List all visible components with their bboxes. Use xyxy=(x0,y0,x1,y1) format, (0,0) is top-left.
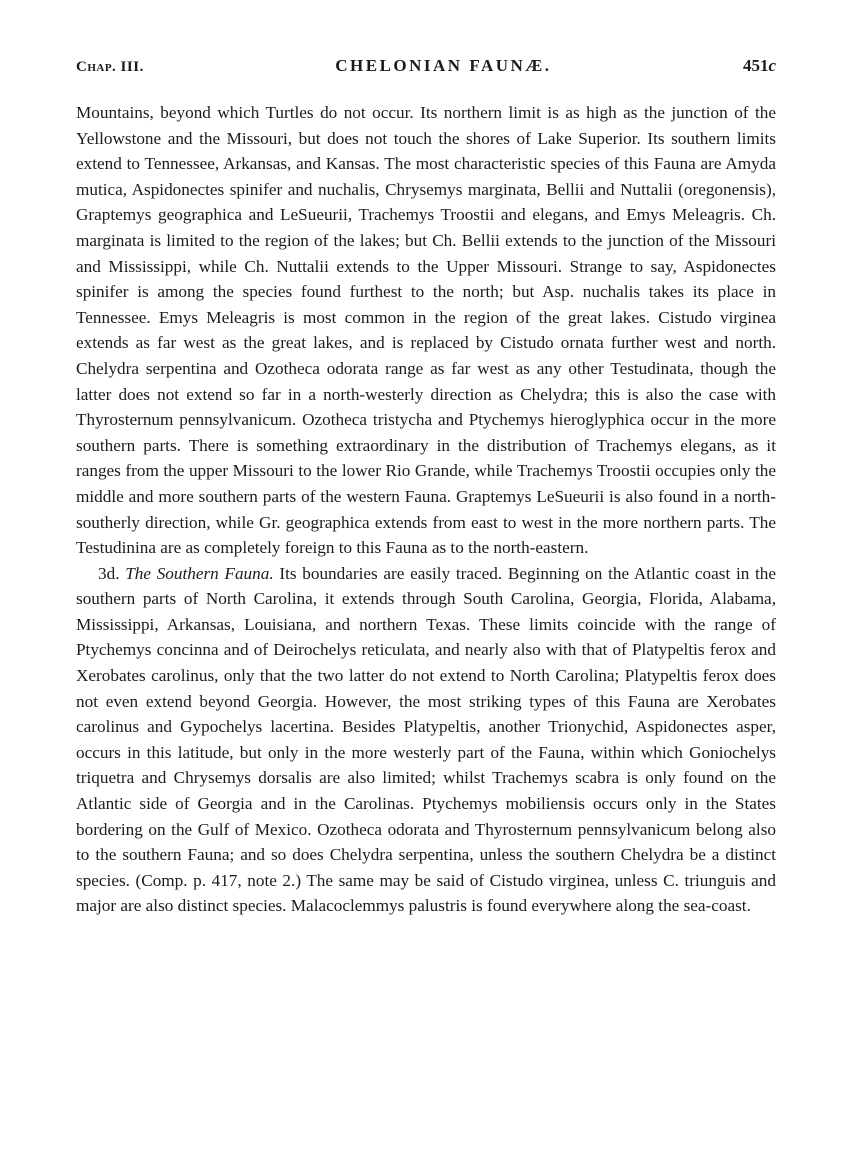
paragraph-southern-fauna xyxy=(76,561,776,919)
chapter-label: Chap. III. xyxy=(76,59,144,75)
section-title: The Southern Fauna. xyxy=(125,563,274,583)
section-body-text: Its boundaries are easily traced. Beginning on the Atlantic coast in the southern parts of North Carolina, it extends through South Carolina, Georgia, Florida, Alabama, Mississippi, Arkansas, Louisiana, and northern Texas. These limits coincide with the range of Ptychemys concinna and of Deirochelys reticulata, and nearly also with that of Platypeltis ferox and Xerobates carolinus, only that the two latter do not extend to North Carolina; Platypeltis ferox does not even extend beyond Georgia. However, the most striking types of this Fauna are Xerobates carolinus and Gypochelys lacertina. Besides Platypeltis, another Trionychid, Aspidonectes asper, occurs in this latitude, but only in the more westerly part of the Fauna, within which Goniochelys triquetra and Chrysemys dorsalis are also limited; whilst Trachemys scabra is only found on the Atlantic side of Georgia and in the Carolinas. Ptychemys mobiliensis occurs only in the States bordering on the Gulf of Mexico. Ozotheca odorata and Thyrosternum pennsylvanicum belong also to the southern Fauna; and so does Chelydra serpentina, unless the southern Chelydra be a distinct species. (Comp. p. 417, note 2.) The same may be said of Cistudo virginea, unless C. triunguis and major are also distinct species. Malacoclemmys palustris is found everywhere along the sea-coast. xyxy=(76,563,777,916)
page-title: CHELONIAN FAUNÆ. xyxy=(335,56,552,75)
page-number-digits: 451 xyxy=(742,56,769,75)
page-number xyxy=(743,56,776,76)
running-header xyxy=(76,56,776,86)
paragraph-western-fauna: Mountains, beyond which Turtles do not occur. Its northern limit is as high as the junction of the Yellowstone and the Missouri, but does not touch the shores of Lake Superior. Its southern limits extend to Tennessee, Arkansas, and Kansas. The most characteristic species of this Fauna are Amyda mutica, Aspidonectes spinifer and nuchalis, Chrysemys marginata, Bellii and Nuttalii (oregonensis), Graptemys geographica and LeSueurii, Trachemys Troostii and elegans, and Emys Meleagris. Ch. marginata is limited to the region of the lakes; but Ch. Bellii extends to the junction of the Missouri and Mississippi, while Ch. Nuttalii extends to the Upper Missouri. Strange to say, Aspidonectes spinifer is among the species found furthest to the north; but Asp. nuchalis takes its place in Tennessee. Emys Meleagris is most common in the region of the great lakes. Cistudo virginea extends as far west as the great lakes, and is replaced by Cistudo ornata further west and north. Chelydra serpentina and Ozotheca odorata range as far west as any other Testudinata, though the latter does not extend so far in a north-westerly direction as Chelydra; this is also the case with Thyrosternum pennsylvanicum. Ozotheca tristycha and Ptychemys hieroglyphica occur in the more southern parts. There is something extraordinary in the distribution of Trachemys elegans, as it ranges from the upper Missouri to the lower Rio Grande, while Trachemys Troostii occupies only the middle and more southern parts of the western Fauna. Graptemys LeSueurii is also found in a north-southerly direction, while Gr. geographica extends from east to west in the more northern parts. The Testudinina are as completely foreign to this Fauna as to the north-eastern. xyxy=(76,103,776,558)
book-page xyxy=(76,56,776,919)
page-number-suffix: c xyxy=(768,56,776,75)
section-number: 3d. xyxy=(98,563,120,583)
